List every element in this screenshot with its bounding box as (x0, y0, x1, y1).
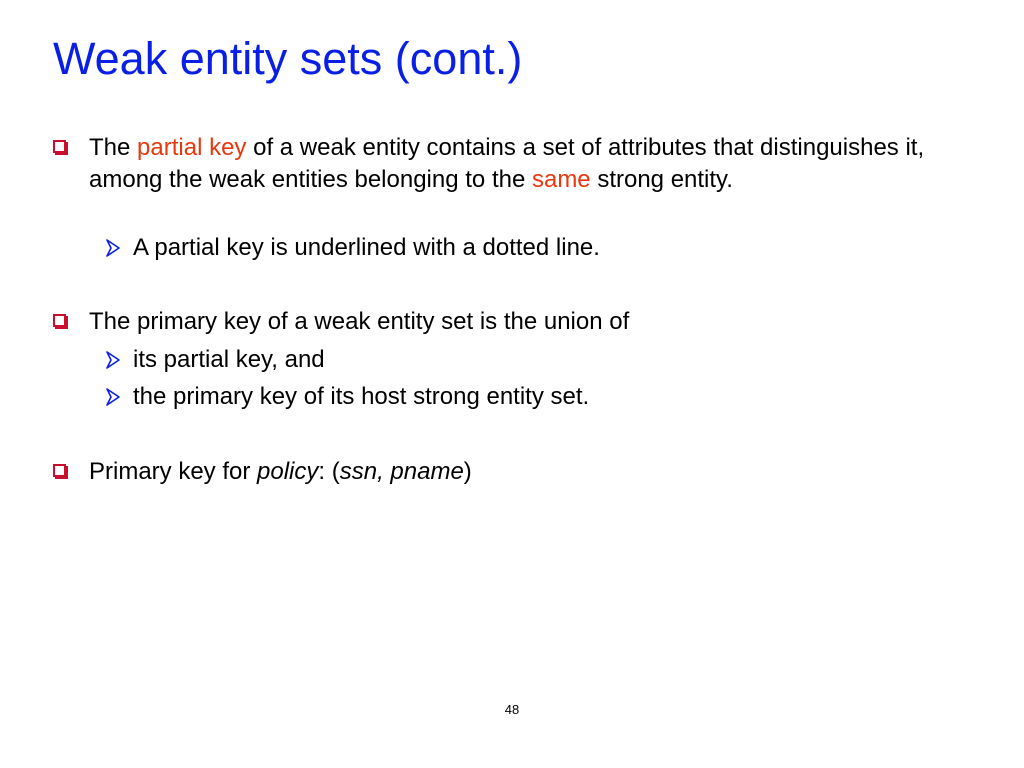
slide-title: Weak entity sets (cont.) (53, 33, 523, 84)
highlight-partial-key: partial key (137, 134, 247, 161)
highlight-same: same (531, 166, 591, 193)
page-number: 48 (504, 702, 520, 717)
italic-policy: policy (257, 458, 319, 485)
square-bullet-icon (53, 314, 66, 327)
arrow-bullet-icon (105, 386, 121, 408)
sub-bullet-text: the primary key of its host strong entity set. (133, 383, 590, 410)
arrow-bullet-icon (105, 349, 121, 371)
italic-key-attributes: ssn, pname (339, 458, 464, 485)
sub-bullet-text: its partial key, and (133, 346, 325, 373)
arrow-bullet-icon (105, 237, 121, 259)
bullet-primary-key-union (53, 306, 993, 338)
bullet-policy-key (53, 456, 993, 488)
square-bullet-icon (53, 464, 66, 477)
bullet-text: Primary key for policy: (ssn, pname) (89, 458, 472, 485)
bullet-text: The primary key of a weak entity set is the union of (89, 308, 630, 335)
square-bullet-icon (53, 140, 66, 153)
bullet-text: The partial key of a weak entity contains a set of attributes that distinguishes it, among the weak entities belonging to the same strong entity. (89, 134, 925, 193)
bullet-partial-key (53, 132, 993, 228)
sub-bullet-text: A partial key is underlined with a dotted line. (133, 234, 600, 261)
